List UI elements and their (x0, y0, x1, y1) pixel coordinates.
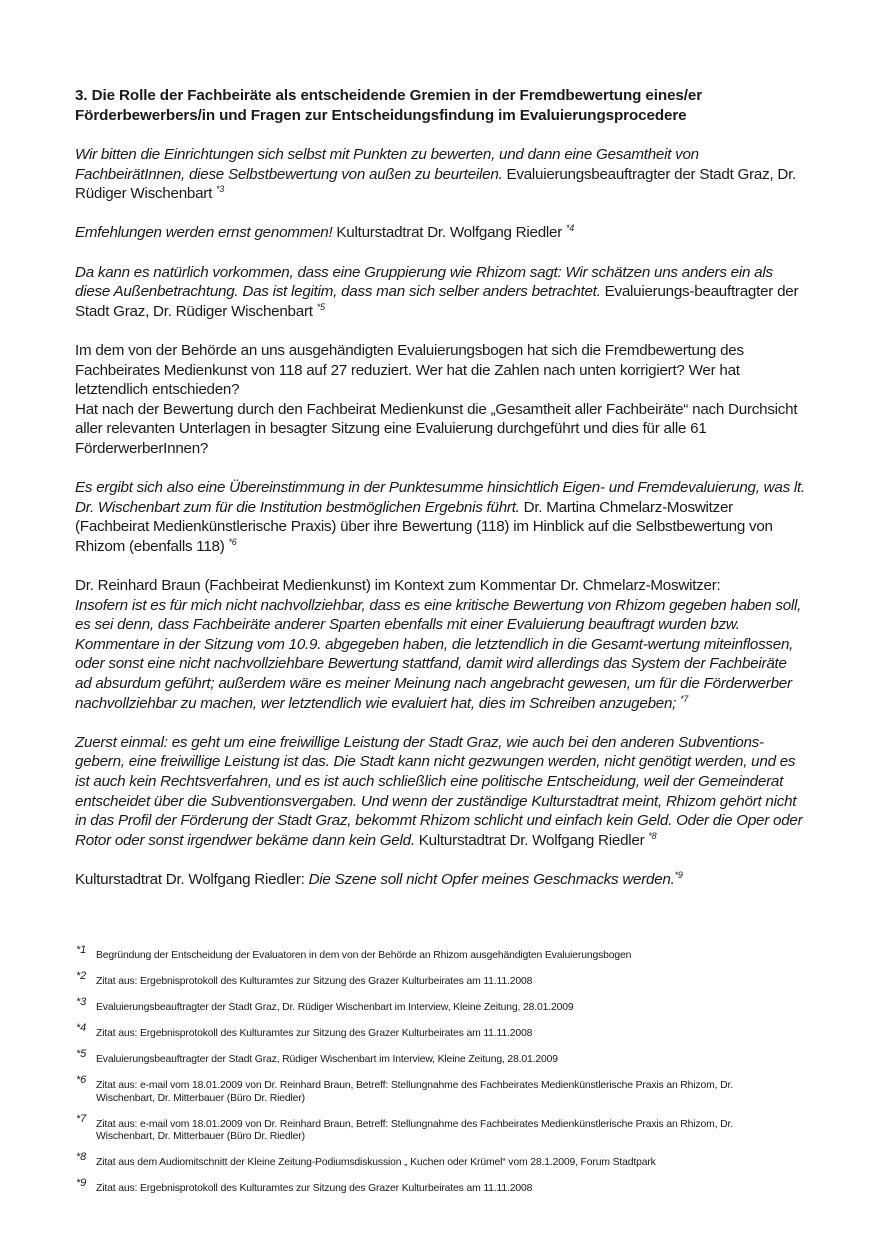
question-paragraph (75, 341, 805, 459)
question-text-1: Im dem von der Behörde an uns ausgehändigten Evaluierungsbogen hat sich die Fremdbewertung des Fachbeirates Medienkunst von 118 auf 27 reduziert. Wer hat die Zahlen nach unten korrigiert? Wer hat letztendlich entschieden? (75, 341, 744, 399)
footnote-ref: *6 (228, 536, 237, 547)
footnote-text: Zitat aus dem Audiomitschnitt der Kleine Zeitung-Podiumsdiskussion „ Kuchen oder Krümel“ vom 28.1.2009, Forum Stadtpark (96, 1157, 656, 1168)
quote-text: Die Szene soll nicht Opfer meines Geschmacks werden. (308, 870, 675, 888)
footnote-ref: *4 (566, 223, 575, 234)
quote-text: Emfehlungen werden ernst genommen! (75, 224, 333, 242)
quote-paragraph-chmelarz (75, 478, 805, 556)
section-heading: 3. Die Rolle der Fachbeiräte als entscheidende Gremien in der Fremdbewertung eines/er Förderbewerbers/in und Fragen zur Entscheidungsfindung im Evaluierungsprocedere (75, 87, 703, 124)
quote-paragraph-riedler-2 (75, 733, 805, 851)
quote-paragraph-riedler-1 (75, 223, 805, 243)
quote-text: Insofern ist es für mich nicht nachvollziehbar, dass es eine kritische Bewertung von Rhizom gegeben haben soll, es sei denn, dass Fachbeiräte anderer Sparten ebenfalls mit einer Evaluierung beauftragt wurden bzw. Kommentare in der Sitzung vom 10.9. abgegeben haben, die letztendlich in die Gesamt-wertung miteinflossen, oder sonst eine nicht nachvollziehbare Bewertung stattfand, damit wird allerdings das System der Fachbeiräte ad absurdum geführt; außerdem wäre es meiner Meinung nach angebracht gewesen, um für die Förderwerber nachvollziehbar zu machen, wer letztendlich wie evaluiert hat, dies im Schreiben anzugeben; (75, 596, 802, 712)
attribution: Dr. Martina Chmelarz-Moswitzer (Fachbeirat Medienkünstlerische Praxis) über ihre Bewertung (118) im Hinblick auf die Selbstbewertung von Rhizom (ebenfalls 118) (75, 498, 773, 555)
footnote-text: Zitat aus: Ergebnisprotokoll des Kulturamtes zur Sitzung des Grazer Kulturbeirates am 11.11.2008 (96, 976, 533, 987)
quote-paragraph-braun (75, 576, 805, 713)
quote-paragraph-riedler-3 (75, 870, 805, 890)
footnote-ref: *5 (316, 301, 325, 312)
footnote-mark: *8 (76, 1151, 87, 1163)
footnote-item (75, 1048, 805, 1067)
footnote-item (75, 1074, 805, 1105)
footnotes-list (75, 944, 805, 1209)
quote-text: Es ergibt sich also eine Übereinstimmung in der Punktesumme hinsichtlich Eigen- und Fremdevaluierung, was lt. Dr. Wischenbart zum für die Institution bestmöglichen Ergebnis führt. (75, 479, 805, 516)
footnote-ref: *9 (674, 869, 683, 880)
footnote-ref: *7 (680, 693, 689, 704)
footnote-mark: *5 (76, 1048, 87, 1060)
footnote-item (75, 1177, 805, 1196)
footnote-text: Zitat aus: Ergebnisprotokoll des Kulturamtes zur Sitzung des Grazer Kulturbeirates am 11.11.2008 (96, 1028, 533, 1039)
footnote-ref: *8 (648, 830, 657, 841)
attribution: Kulturstadtrat Dr. Wolfgang Riedler (332, 224, 567, 242)
document-body (75, 86, 805, 909)
footnote-item (75, 1112, 805, 1144)
footnote-mark: *2 (76, 970, 87, 982)
footnote-mark: *7 (76, 1112, 87, 1125)
footnote-mark: *6 (76, 1074, 87, 1086)
quote-text: Wir bitten die Einrichtungen sich selbst mit Punkten zu bewerten, und dann eine Gesamtheit von FachbeirätInnen, diese Selbstbewertung von außen zu beurteilen. (75, 146, 699, 183)
question-text-2: Hat nach der Bewertung durch den Fachbeirat Medienkunst die „Gesamtheit aller Fachbeiräte“ nach Durchsicht aller relevanten Unterlagen in besagter Sitzung eine Evaluierung durchgeführt und dies für alle 61 FörderwerberInnen? (75, 400, 798, 457)
quote-paragraph-wischenbart-1 (75, 145, 805, 204)
intro-text: Dr. Reinhard Braun (Fachbeirat Medienkunst) im Kontext zum Kommentar Dr. Chmelarz-Moswitzer: (75, 577, 721, 595)
footnote-text: Begründung der Entscheidung der Evaluatoren in dem von der Behörde an Rhizom ausgehändigten Evaluierungsbogen (96, 950, 632, 961)
footnote-text: Evaluierungsbeauftragter der Stadt Graz, Dr. Rüdiger Wischenbart im Interview, Kleine Zeitung, 28.01.2009 (96, 1002, 574, 1013)
footnote-item (75, 996, 805, 1015)
footnote-mark: *3 (76, 996, 87, 1008)
footnote-mark: *9 (76, 1177, 87, 1189)
footnote-item (75, 944, 805, 963)
attribution: Evaluierungsbeauftragter der Stadt Graz, Dr. Rüdiger Wischenbart (75, 165, 797, 203)
footnote-text: Zitat aus: e-mail vom 18.01.2009 von Dr. Reinhard Braun, Betreff: Stellungnahme des Fachbeirates Medienkünstlerische Praxis an Rhizom, Dr. Wischenbart, Dr. Mitterbauer (Büro Dr. Riedler) (96, 1118, 733, 1142)
footnote-item (75, 1151, 805, 1170)
footnote-item (75, 1022, 805, 1041)
quote-text: Da kann es natürlich vorkommen, dass eine Gruppierung wie Rhizom sagt: Wir schätzen uns anders ein als diese Außenbetrachtung. Das ist legitim, dass man sich selber anders betrachtet. (75, 263, 773, 301)
footnote-text: Zitat aus: Ergebnisprotokoll des Kulturamtes zur Sitzung des Grazer Kulturbeirates am 11.11.2008 (96, 1183, 533, 1194)
footnote-text: Evaluierungsbeauftragter der Stadt Graz, Rüdiger Wischenbart im Interview, Kleine Zeitung, 28.01.2009 (96, 1054, 558, 1065)
quote-paragraph-wischenbart-2 (75, 263, 805, 322)
footnote-mark: *1 (76, 944, 87, 956)
footnote-text: Zitat aus: e-mail vom 18.01.2009 von Dr. Reinhard Braun, Betreff: Stellungnahme des Fachbeirates Medienkünstlerische Praxis an Rhizom, Dr. Wischenbart, Dr. Mitterbauer (Büro Dr. Riedler) (96, 1080, 733, 1104)
footnote-mark: *4 (76, 1022, 87, 1034)
intro-text: Kulturstadtrat Dr. Wolfgang Riedler: (75, 870, 309, 888)
footnote-item (75, 970, 805, 989)
attribution: Evaluierungs-beauftragter der Stadt Graz, Dr. Rüdiger Wischenbart (75, 283, 799, 320)
quote-text: Zuerst einmal: es geht um eine freiwillige Leistung der Stadt Graz, wie auch bei den anderen Subventions-gebern, eine freiwillige Leistung ist das. Die Stadt kann nicht gezwungen werden, nicht genötigt werden, und es ist auch kein Rechtsverfahren, und es ist auch schließlich eine politische Entscheidung, weil der Gemeinderat entscheidet über die Subventionsvergaben. Und wenn der zuständige Kulturstadtrat meint, Rhizom gehört nicht in das Profil der Förderung der Stadt Graz, bekommt Rhizom schlicht und einfach kein Geld. Oder die Oper oder Rotor oder sonst irgendwer bekäme dann kein Geld. (75, 733, 803, 849)
footnote-ref: *3 (216, 184, 225, 195)
attribution: Kulturstadtrat Dr. Wolfgang Riedler (414, 831, 649, 849)
